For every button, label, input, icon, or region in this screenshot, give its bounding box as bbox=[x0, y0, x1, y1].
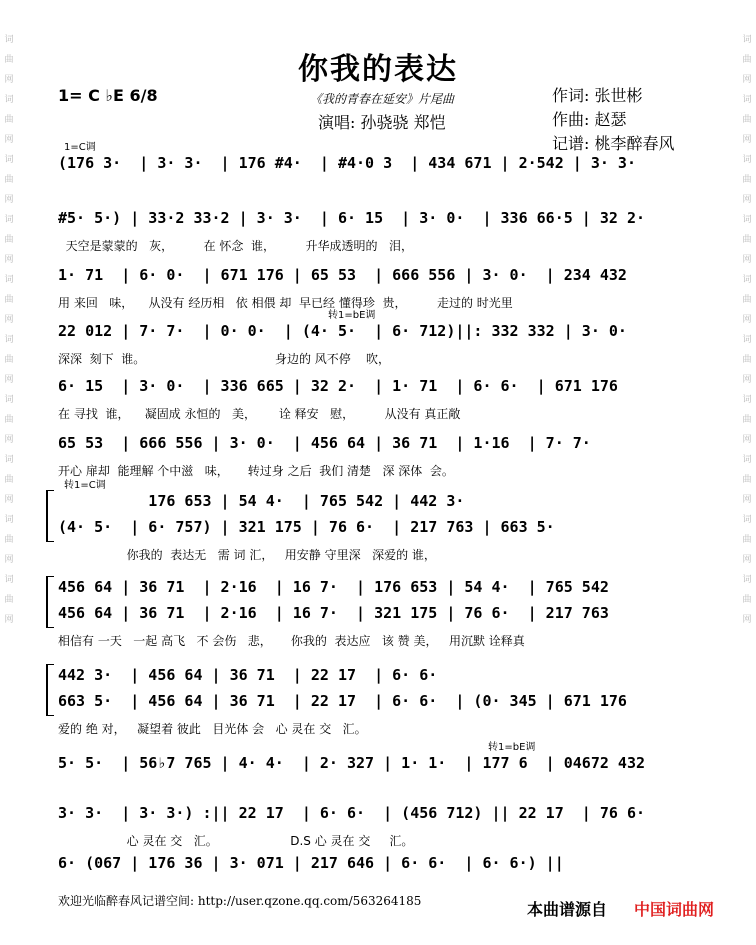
notation-row: 65 53 | 666 556 | 3· 0· | 456 64 | 36 71 | 1·16 | 7· 7· bbox=[58, 434, 591, 452]
score-line bbox=[58, 800, 686, 849]
watermark-char: 曲 bbox=[4, 475, 14, 485]
score-line bbox=[58, 574, 686, 649]
watermark-char: 曲 bbox=[742, 235, 752, 245]
watermark-char: 词 bbox=[742, 215, 752, 225]
watermark-char: 曲 bbox=[4, 535, 14, 545]
watermark-char: 词 bbox=[4, 575, 14, 585]
staff-bracket bbox=[46, 576, 54, 628]
watermark-char: 网 bbox=[4, 75, 14, 85]
lyrics-row: 心 灵在 交 汇。 D.S 心 灵在 交 汇。 bbox=[58, 834, 414, 848]
composer-credit: 作曲: 赵瑟 bbox=[552, 110, 627, 129]
watermark-char: 曲 bbox=[742, 535, 752, 545]
watermark-char: 网 bbox=[742, 375, 752, 385]
watermark-char: 词 bbox=[4, 155, 14, 165]
watermark-char: 曲 bbox=[742, 55, 752, 65]
notation-row: 5· 5· | 56♭7 765 | 4· 4· | 2· 327 | 1· 1· | 177 6 | 04672 432 bbox=[58, 754, 645, 772]
lyrics-row: 爱的 绝 对， 凝望着 彼此 目光体 会 心 灵在 交 汇。 bbox=[58, 722, 367, 736]
watermark-char: 曲 bbox=[4, 295, 14, 305]
watermark-char: 词 bbox=[742, 575, 752, 585]
watermark-char: 曲 bbox=[4, 235, 14, 245]
watermark-char: 词 bbox=[742, 395, 752, 405]
watermark-char: 曲 bbox=[742, 595, 752, 605]
watermark-char: 网 bbox=[4, 615, 14, 625]
notation-row: 1· 71 | 6· 0· | 671 176 | 65 53 | 666 556 | 3· 0· | 234 432 bbox=[58, 266, 627, 284]
watermark-char: 曲 bbox=[742, 475, 752, 485]
notation-row: (176 3· | 3· 3· | 176 #4· | #4·0 3 | 434 671 | 2·542 | 3· 3· bbox=[58, 154, 636, 172]
watermark-char: 曲 bbox=[4, 115, 14, 125]
watermark-char: 网 bbox=[4, 555, 14, 565]
watermark-char: 网 bbox=[742, 255, 752, 265]
watermark-char: 曲 bbox=[4, 355, 14, 365]
watermark-char: 词 bbox=[4, 95, 14, 105]
score-line bbox=[58, 430, 686, 479]
footer-text: 欢迎光临醉春风记谱空间: http://user.qzone.qq.com/563264185 bbox=[58, 894, 422, 908]
watermark-char: 网 bbox=[4, 375, 14, 385]
watermark-char: 词 bbox=[4, 335, 14, 345]
transcriber-credit: 记谱: 桃李醉春风 bbox=[552, 134, 675, 153]
watermark-char: 网 bbox=[742, 435, 752, 445]
watermark-char: 网 bbox=[4, 255, 14, 265]
watermark-char: 词 bbox=[4, 215, 14, 225]
score-line bbox=[58, 205, 686, 254]
key-change-annotation: 转1=C调 bbox=[64, 480, 106, 491]
watermark-char: 网 bbox=[742, 315, 752, 325]
lyricist-credit: 作词: 张世彬 bbox=[552, 86, 643, 105]
watermark-char: 网 bbox=[742, 615, 752, 625]
notation-row: 22 012 | 7· 7· | 0· 0· | (4· 5· | 6· 712)||: 332 332 | 3· 0· bbox=[58, 322, 627, 340]
watermark-char: 词 bbox=[742, 455, 752, 465]
lyrics-row: 天空是蒙蒙的 灰， 在 怀念 谁， 升华成透明的 泪， bbox=[58, 239, 413, 253]
watermark-char: 网 bbox=[4, 315, 14, 325]
watermark-char: 词 bbox=[742, 275, 752, 285]
watermark-char: 网 bbox=[742, 495, 752, 505]
notation-row: #5· 5·) | 33·2 33·2 | 3· 3· | 6· 15 | 3· 0· | 336 66·5 | 32 2· bbox=[58, 209, 645, 227]
score-line bbox=[58, 850, 686, 882]
key-change-annotation: 转1=bE调 bbox=[488, 742, 536, 753]
lyrics-row: 在 寻找 谁， 凝固成 永恒的 美， 诠 释安 慰， 从没有 真正敞 bbox=[58, 407, 461, 421]
watermark-char: 词 bbox=[742, 335, 752, 345]
watermark-char: 网 bbox=[4, 135, 14, 145]
notation-row: 6· (067 | 176 36 | 3· 071 | 217 646 | 6· 6· | 6· 6·) || bbox=[58, 854, 564, 872]
lyrics-row: 开心 扉却 能理解 个中滋 味， 转过身 之后 我们 清楚 深 深体 会。 bbox=[58, 464, 454, 478]
score-line bbox=[58, 480, 686, 563]
watermark-char: 网 bbox=[742, 135, 752, 145]
brand-label: 中国词曲网 bbox=[634, 900, 715, 919]
staff-bracket bbox=[46, 664, 54, 716]
watermark-char: 词 bbox=[742, 515, 752, 525]
key-signature: 1= C ♭E 6/8 bbox=[58, 86, 158, 105]
watermark-char: 曲 bbox=[4, 415, 14, 425]
key-change-annotation: 转1=bE调 bbox=[328, 310, 376, 321]
notation-row: 176 653 | 54 4· | 765 542 | 442 3· (4· 5· | 6· 757) | 321 175 | 76 6· | 217 763 | 663 5· bbox=[58, 492, 555, 536]
notation-row: 442 3· | 456 64 | 36 71 | 22 17 | 6· 6· 663 5· | 456 64 | 36 71 | 22 17 | 6· 6· | (0· 345 | 671 176 bbox=[58, 666, 627, 710]
notation-row: 6· 15 | 3· 0· | 336 665 | 32 2· | 1· 71 | 6· 6· | 671 176 bbox=[58, 377, 618, 395]
score-line bbox=[58, 662, 686, 737]
watermark-char: 曲 bbox=[742, 115, 752, 125]
watermark-char: 词 bbox=[742, 35, 752, 45]
watermark-char: 词 bbox=[4, 395, 14, 405]
singers: 演唱: 孙骁骁 郑恺 bbox=[318, 113, 446, 132]
left-watermark bbox=[2, 30, 16, 630]
score-line bbox=[58, 373, 686, 422]
watermark-char: 网 bbox=[4, 195, 14, 205]
credits bbox=[552, 84, 674, 156]
watermark-char: 词 bbox=[4, 35, 14, 45]
watermark-char: 曲 bbox=[4, 55, 14, 65]
score-line bbox=[58, 310, 686, 367]
watermark-char: 曲 bbox=[742, 175, 752, 185]
watermark-char: 网 bbox=[4, 435, 14, 445]
source-label: 本曲谱源自 bbox=[527, 900, 608, 919]
score-line bbox=[58, 742, 686, 782]
subtitle: 《我的青春在延安》片尾曲 bbox=[310, 92, 455, 106]
watermark-char: 曲 bbox=[4, 175, 14, 185]
watermark-char: 词 bbox=[4, 455, 14, 465]
staff-bracket bbox=[46, 490, 54, 542]
watermark-char: 词 bbox=[4, 515, 14, 525]
watermark-char: 曲 bbox=[4, 595, 14, 605]
watermark-char: 网 bbox=[4, 495, 14, 505]
lyrics-row: 相信有 一天 一起 高飞 不 会伤 悲， 你我的 表达应 该 赞 美， 用沉默 诠释真 bbox=[58, 634, 525, 648]
watermark-char: 网 bbox=[742, 555, 752, 565]
watermark-char: 词 bbox=[4, 275, 14, 285]
lyrics-row: 用 来回 味， 从没有 经历相 依 相偎 却 早已经 懂得珍 贵， 走过的 时光里 bbox=[58, 296, 513, 310]
song-title: 你我的表达 bbox=[298, 52, 458, 87]
notation-row: 3· 3· | 3· 3·) :|| 22 17 | 6· 6· | (456 712) || 22 17 | 76 6· bbox=[58, 804, 645, 822]
watermark-char: 词 bbox=[742, 155, 752, 165]
lyrics-row: 你我的 表达无 需 词 汇， 用安静 守里深 深爱的 谁， bbox=[58, 548, 436, 562]
watermark-char: 词 bbox=[742, 95, 752, 105]
watermark-char: 曲 bbox=[742, 295, 752, 305]
watermark-char: 曲 bbox=[742, 355, 752, 365]
right-watermark bbox=[740, 30, 754, 630]
score-line bbox=[58, 262, 686, 311]
key-change-annotation: 1=C调 bbox=[64, 142, 96, 153]
watermark-char: 网 bbox=[742, 195, 752, 205]
watermark-char: 曲 bbox=[742, 415, 752, 425]
notation-row: 456 64 | 36 71 | 2·16 | 16 7· | 176 653 | 54 4· | 765 542 456 64 | 36 71 | 2·16 | 16 7· | 321 175 | 76 6· | 217 763 bbox=[58, 578, 609, 622]
watermark-char: 网 bbox=[742, 75, 752, 85]
lyrics-row: 深深 刻下 谁。 身边的 风不停 吹， bbox=[58, 352, 391, 366]
